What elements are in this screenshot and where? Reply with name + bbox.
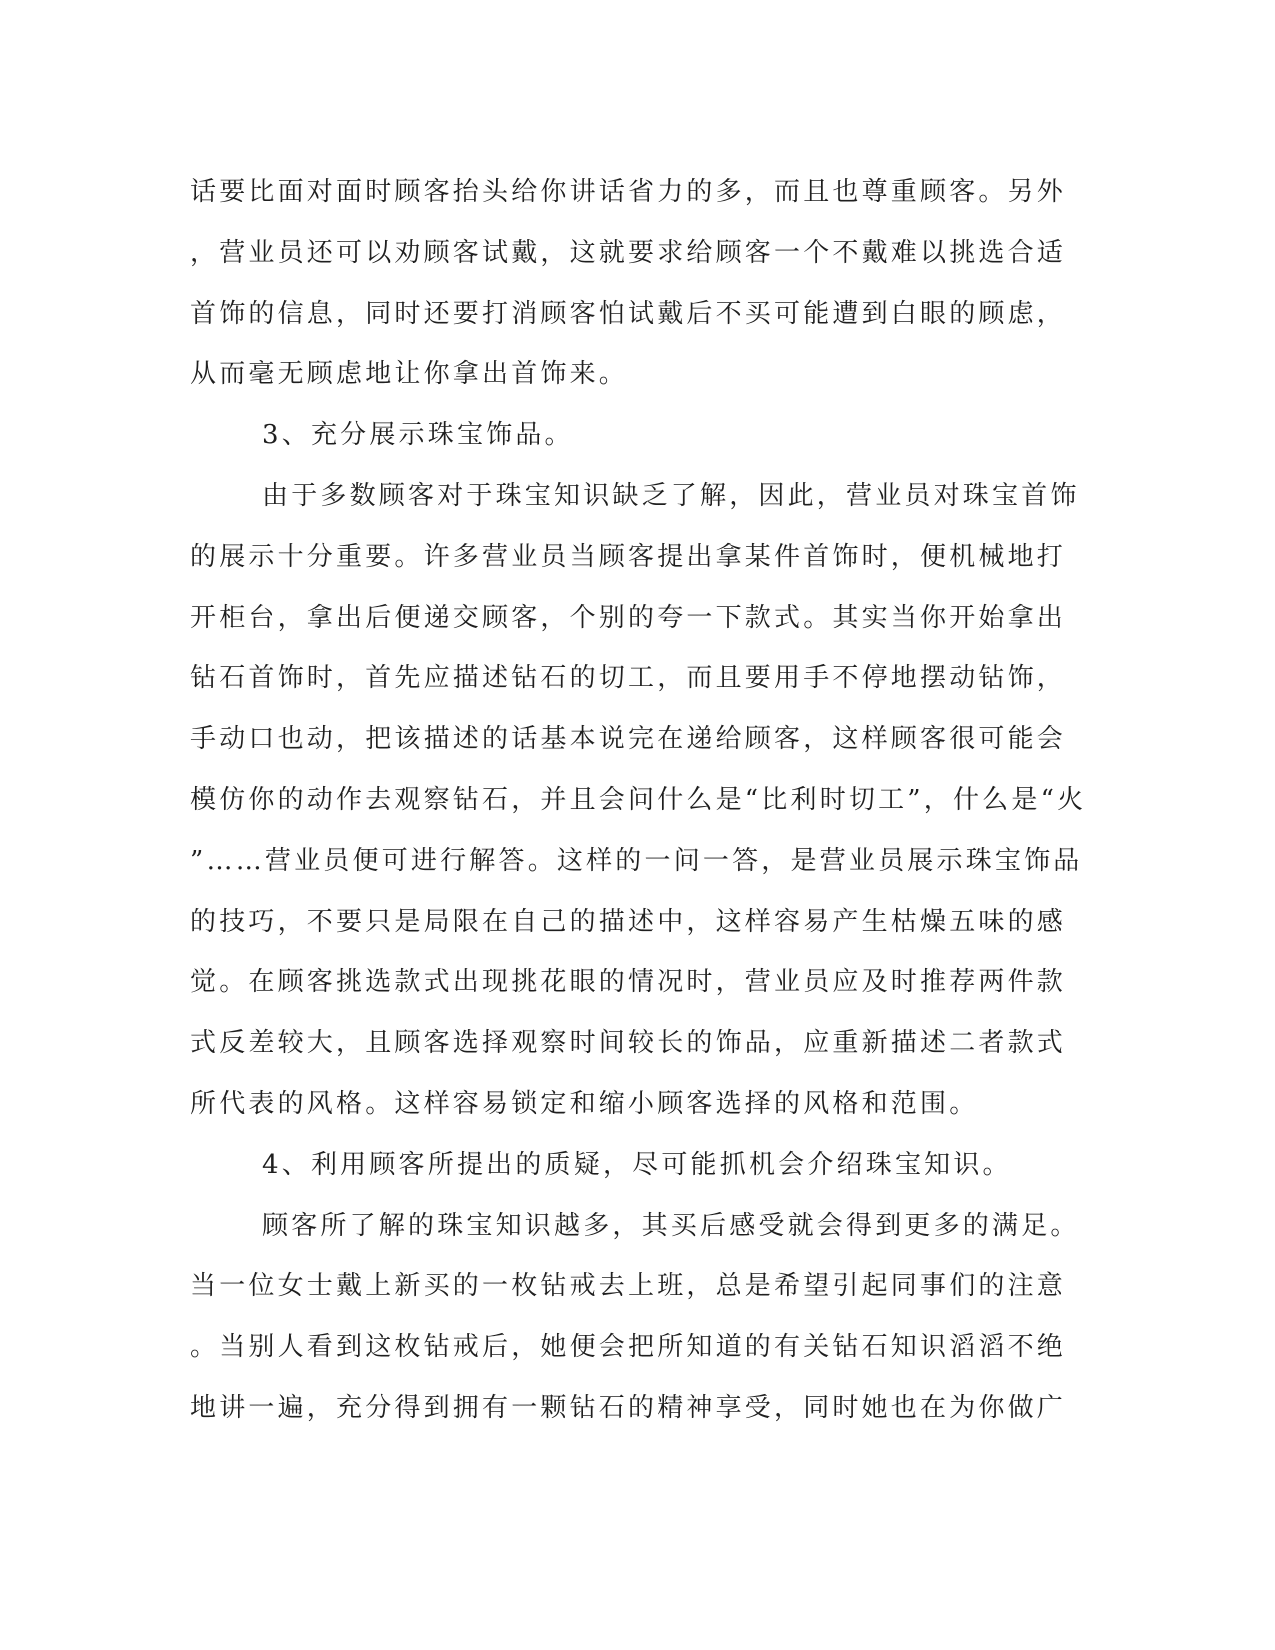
text-line: 模仿你的动作去观察钻石，并且会问什么是“比利时切工”，什么是“火 xyxy=(190,784,1087,815)
text-line: 。当别人看到这枚钻戒后，她便会把所知道的有关钻石知识滔滔不绝 xyxy=(190,1332,1067,1363)
section-heading: 3、充分展示珠宝饰品。 xyxy=(262,420,574,451)
text-line: 由于多数顾客对于珠宝知识缺乏了解，因此，营业员对珠宝首饰 xyxy=(262,480,1080,511)
text-line: 开柜台，拿出后便递交顾客，个别的夸一下款式。其实当你开始拿出 xyxy=(190,602,1067,633)
text-line: ，营业员还可以劝顾客试戴，这就要求给顾客一个不戴难以挑选合适 xyxy=(190,237,1067,268)
body-text xyxy=(190,162,1087,1439)
text-line: 式反差较大，且顾客选择观察时间较长的饰品，应重新描述二者款式 xyxy=(190,1028,1067,1059)
section-heading: 4、利用顾客所提出的质疑，尽可能抓机会介绍珠宝知识。 xyxy=(262,1149,1012,1180)
text-line: 顾客所了解的珠宝知识越多，其买后感受就会得到更多的满足。 xyxy=(262,1210,1080,1241)
text-line: 的技巧，不要只是局限在自己的描述中，这样容易产生枯燥五味的感 xyxy=(190,906,1067,937)
text-line: 钻石首饰时，首先应描述钻石的切工，而且要用手不停地摆动钻饰， xyxy=(190,663,1067,694)
text-line: 觉。在顾客挑选款式出现挑花眼的情况时，营业员应及时推荐两件款 xyxy=(190,967,1067,998)
text-line: 首饰的信息，同时还要打消顾客怕试戴后不买可能遭到白眼的顾虑， xyxy=(190,298,1067,329)
text-line: 手动口也动，把该描述的话基本说完在递给顾客，这样顾客很可能会 xyxy=(190,724,1067,755)
text-line: 当一位女士戴上新买的一枚钻戒去上班，总是希望引起同事们的注意 xyxy=(190,1271,1067,1302)
text-line: ”……营业员便可进行解答。这样的一问一答，是营业员展示珠宝饰品 xyxy=(190,845,1083,876)
text-line: 从而毫无顾虑地让你拿出首饰来。 xyxy=(190,359,629,390)
text-line: 所代表的风格。这样容易锁定和缩小顾客选择的风格和范围。 xyxy=(190,1088,979,1119)
text-line: 话要比面对面时顾客抬头给你讲话省力的多，而且也尊重顾客。另外 xyxy=(190,177,1067,207)
text-line: 地讲一遍，充分得到拥有一颗钻石的精神享受，同时她也在为你做广 xyxy=(190,1392,1067,1423)
text-line: 的展示十分重要。许多营业员当顾客提出拿某件首饰时，便机械地打 xyxy=(190,541,1067,572)
